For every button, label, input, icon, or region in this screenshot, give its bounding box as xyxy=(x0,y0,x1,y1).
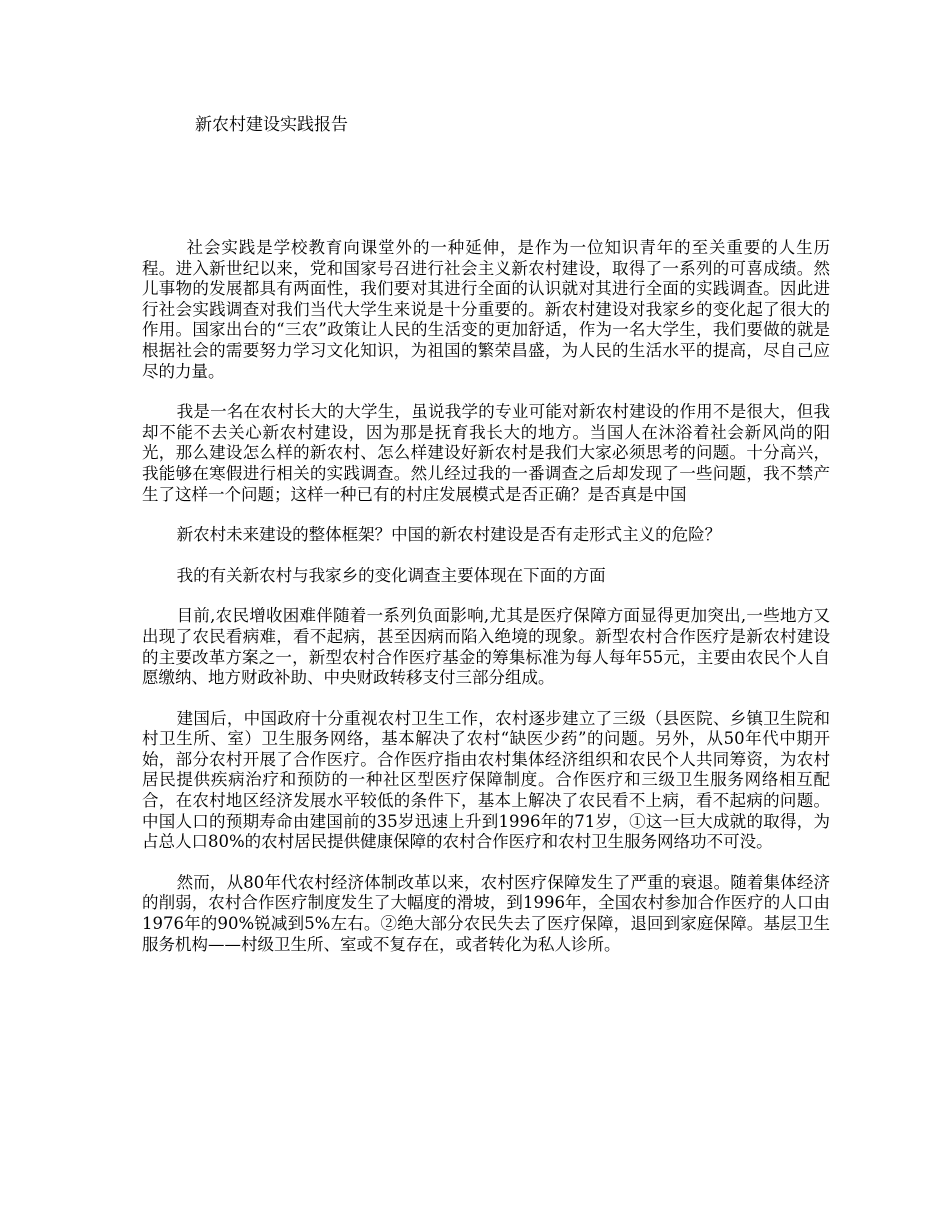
paragraph-framework-question: 新农村未来建设的整体框架？中国的新农村建设是否有走形式主义的危险？ xyxy=(176,525,722,545)
document-title: 新农村建设实践报告 xyxy=(195,115,348,135)
document-body xyxy=(142,238,830,955)
paragraph-medical-security: 目前,农民增收困难伴随着一系列负面影响,尤其是医疗保障方面显得更加突出,一些地方又出现了农民看病难，看不起病，甚至因病而陷入绝境的现象。新型农村合作医疗是新农村建设的主要改革方案之一，新型农村合作医疗基金的筹集标准为每人每年55元，主要由农民个人自愿缴纳、地方财政补助、中央财政转移支付三部分组成。 xyxy=(142,606,830,688)
paragraph-post-1949-health: 建国后，中国政府十分重视农村卫生工作，农村逐步建立了三级（县医院、乡镇卫生院和村卫生所、室）卫生服务网络，基本解决了农村“缺医少药”的问题。另外，从50年代中期开始，部分农村开展了合作医疗。合作医疗指由农村集体经济组织和农民个人共同筹资，为农村居民提供疾病治疗和预防的一种社区型医疗保障制度。合作医疗和三级卫生服务网络相互配合，在农村地区经济发展水平较低的条件下，基本上解决了农民看不上病，看不起病的问题。中国人口的预期寿命由建国前的35岁迅速上升到1996年的71岁，①这一巨大成就的取得，为占总人口80%的农村居民提供健康保障的农村合作医疗和农村卫生服务网络功不可没。 xyxy=(142,708,830,852)
paragraph-rural-student: 我是一名在农村长大的大学生，虽说我学的专业可能对新农村建设的作用不是很大，但我却不能不去关心新农村建设，因为那是抚育我长大的地方。当国人在沐浴着社会新风尚的阳光，那么建设怎么样的新农村、怎么样建设好新农村是我们大家必须思考的问题。十分高兴，我能够在寒假进行相关的实践调查。然儿经过我的一番调查之后却发现了一些问题，我不禁产生了这样一个问题；这样一种已有的村庄发展模式是否正确？是否真是中国 xyxy=(142,402,830,504)
paragraph-social-practice: 社会实践是学校教育向课堂外的一种延伸，是作为一位知识青年的至关重要的人生历程。进入新世纪以来，党和国家号召进行社会主义新农村建设，取得了一系列的可喜成绩。然儿事物的发展都具有两面性，我们要对其进行全面的认识就对其进行全面的实践调查。因此进行社会实践调查对我们当代大学生来说是十分重要的。新农村建设对我家乡的变化起了很大的作用。国家出台的“三农”政策让人民的生活变的更加舒适，作为一名大学生，我们要做的就是根据社会的需要努力学习文化知识，为祖国的繁荣昌盛，为人民的生活水平的提高，尽自己应尽的力量。 xyxy=(142,238,830,381)
paragraph-survey-intro: 我的有关新农村与我家乡的变化调查主要体现在下面的方面 xyxy=(176,565,606,585)
paragraph-decline-since-80s: 然而，从80年代农村经济体制改革以来，农村医疗保障发生了严重的衰退。随着集体经济的削弱，农村合作医疗制度发生了大幅度的滑坡，到1996年，全国农村参加合作医疗的人口由1976年的90%锐减到5%左右。②绝大部分农民失去了医疗保障，退回到家庭保障。基层卫生服务机构——村级卫生所、室或不复存在，或者转化为私人诊所。 xyxy=(142,872,830,954)
